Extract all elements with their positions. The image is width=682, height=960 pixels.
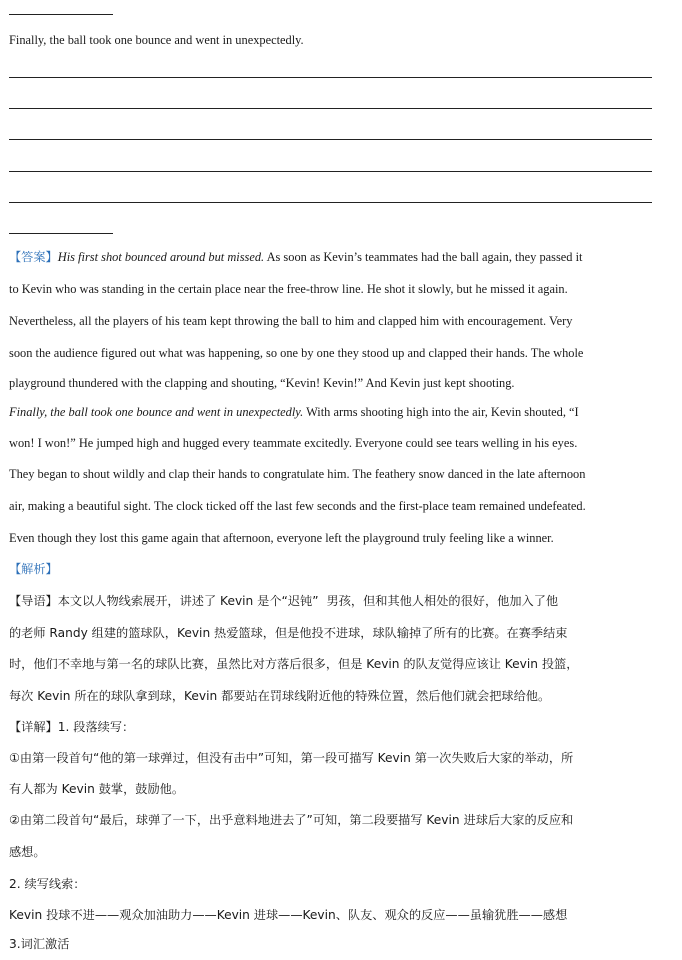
answer-line: air, making a beautiful sight. The clock ticked off the last few seconds and the first-place team remained undefeated. — [9, 499, 586, 513]
writing-line — [9, 139, 652, 140]
detail-item-1: ①由第一段首句“他的第一球弹过，但没有击中”可知，第一段可描写 Kevin 第一次失败后大家的举动，所 — [9, 751, 574, 765]
clue-line: Kevin 投球不进——观众加油助力——Kevin 进球——Kevin、队友、观众的反应——虽输犹胜——感想 — [9, 908, 568, 922]
answer-tag: 【答案】 — [9, 250, 58, 264]
guide-line: 的老师 Randy 组建的篮球队，Kevin 热爱篮球，但是他投不进球，球队输掉了所有的比赛。在赛季结束 — [9, 626, 568, 640]
answer-line — [9, 405, 579, 420]
guide-tag: 【导语】 — [9, 594, 58, 608]
detail-item-2-cont: 感想。 — [9, 845, 46, 859]
detail-item-2: ②由第二段首句“最后，球弹了一下，出乎意料地进去了”可知，第二段要描写 Kevin 进球后大家的反应和 — [9, 813, 574, 827]
detail-tag: 【详解】 — [9, 720, 58, 734]
answer-line: soon the audience figured out what was happening, so one by one they stood up and clapped their hands. The whole — [9, 346, 584, 360]
answer-opening-sentence: His first shot bounced around but missed. — [57, 250, 265, 264]
guide-text: 男孩，但和其他人相处的很好，他加入了他 — [326, 594, 559, 608]
answer-line: Nevertheless, all the players of his team kept throwing the ball to him and clapped him with encouragement. Very — [9, 314, 573, 328]
answer-text: As soon as Kevin’s teammates had the ball again, they passed it — [264, 250, 583, 264]
writing-line — [9, 171, 652, 172]
answer-line — [9, 250, 582, 265]
guide-text: 本文以人物线索展开，讲述了 Kevin 是个“迟钝” — [57, 594, 319, 608]
answer-line: to Kevin who was standing in the certain place near the free-throw line. He shot it slowly, but he missed it again. — [9, 282, 568, 296]
writing-line — [9, 202, 652, 203]
writing-line — [9, 108, 652, 109]
vocab-title: 3.词汇激活 — [9, 937, 70, 951]
guide-line: 每次 Kevin 所在的球队拿到球，Kevin 都要站在罚球线附近他的特殊位置，然后他们就会把球给他。 — [9, 689, 551, 703]
answer-line: They began to shout wildly and clap their hands to congratulate him. The feathery snow danced in the late afternoon — [9, 467, 586, 481]
answer-opening-sentence: Finally, the ball took one bounce and went in unexpectedly. — [9, 405, 304, 419]
clue-title: 2. 续写线索： — [9, 877, 86, 891]
guide-line — [9, 594, 558, 609]
detail-heading — [9, 720, 134, 735]
detail-item-1-cont: 有人都为 Kevin 鼓掌，鼓励他。 — [9, 782, 185, 796]
answer-line: playground thundered with the clapping and shouting, “Kevin! Kevin!” And Kevin just kept shooting. — [9, 376, 515, 390]
guide-line: 时，他们不幸地与第一名的球队比赛，虽然比对方落后很多，但是 Kevin 的队友觉得应该让 Kevin 投篮， — [9, 657, 579, 671]
answer-text: With arms shooting high into the air, Kevin shouted, “I — [303, 405, 579, 419]
answer-blank-short — [9, 14, 113, 15]
writing-line — [9, 77, 652, 78]
answer-blank-short — [9, 233, 113, 234]
answer-line: won! I won!” He jumped high and hugged every teammate excitedly. Everyone could see tears welling in his eyes. — [9, 436, 578, 450]
prompt-line: Finally, the ball took one bounce and went in unexpectedly. — [9, 33, 304, 47]
analysis-tag: 【解析】 — [9, 562, 58, 576]
detail-title: 1. 段落续写： — [57, 720, 135, 734]
answer-line: Even though they lost this game again that afternoon, everyone left the playground truly feeling like a winner. — [9, 531, 554, 545]
